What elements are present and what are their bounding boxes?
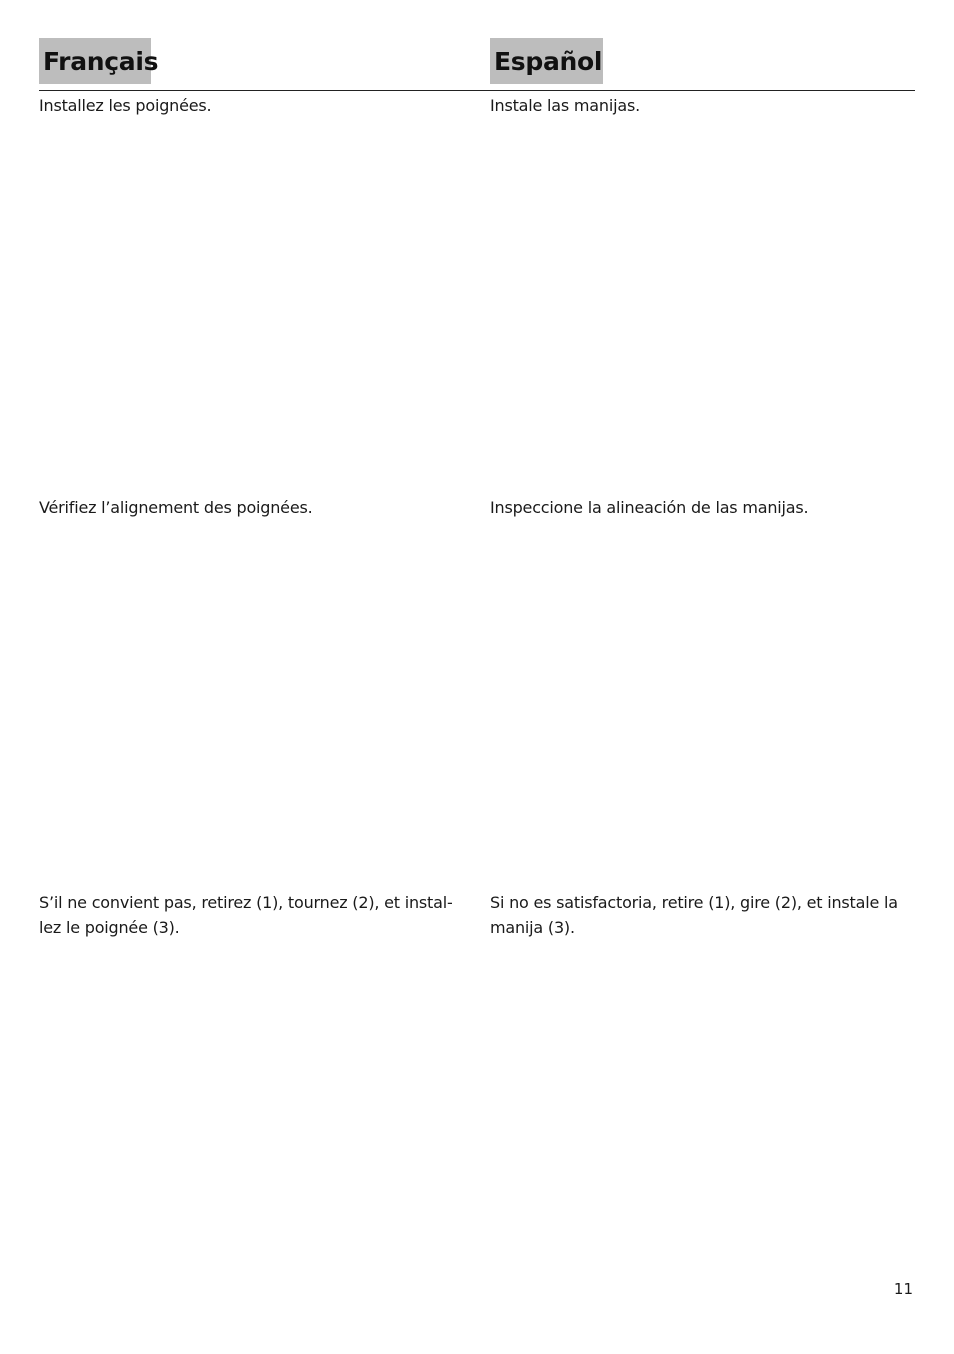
heading-french-label: Français — [43, 46, 159, 76]
header-divider — [39, 90, 915, 91]
french-step-3-line-1: S’il ne convient pas, retirez (1), tournez (2), et instal- — [39, 893, 453, 912]
french-step-1: Installez les poignées. — [39, 96, 212, 115]
heading-spanish-label: Español — [494, 46, 603, 76]
spanish-step-3-line-1: Si no es satisfactoria, retire (1), gire (2), et instale la — [490, 893, 898, 912]
heading-spanish — [490, 38, 603, 84]
page-number: 11 — [893, 1280, 913, 1298]
spanish-step-3 — [490, 890, 910, 940]
french-step-3-line-2: lez le poignée (3). — [39, 918, 180, 937]
spanish-step-1: Instale las manijas. — [490, 96, 640, 115]
french-step-2: Vérifiez l’alignement des poignées. — [39, 498, 313, 517]
spanish-step-3-line-2: manija (3). — [490, 918, 575, 937]
french-step-3 — [39, 890, 459, 940]
spanish-step-2: Inspeccione la alineación de las manijas. — [490, 498, 809, 517]
heading-french — [39, 38, 159, 84]
